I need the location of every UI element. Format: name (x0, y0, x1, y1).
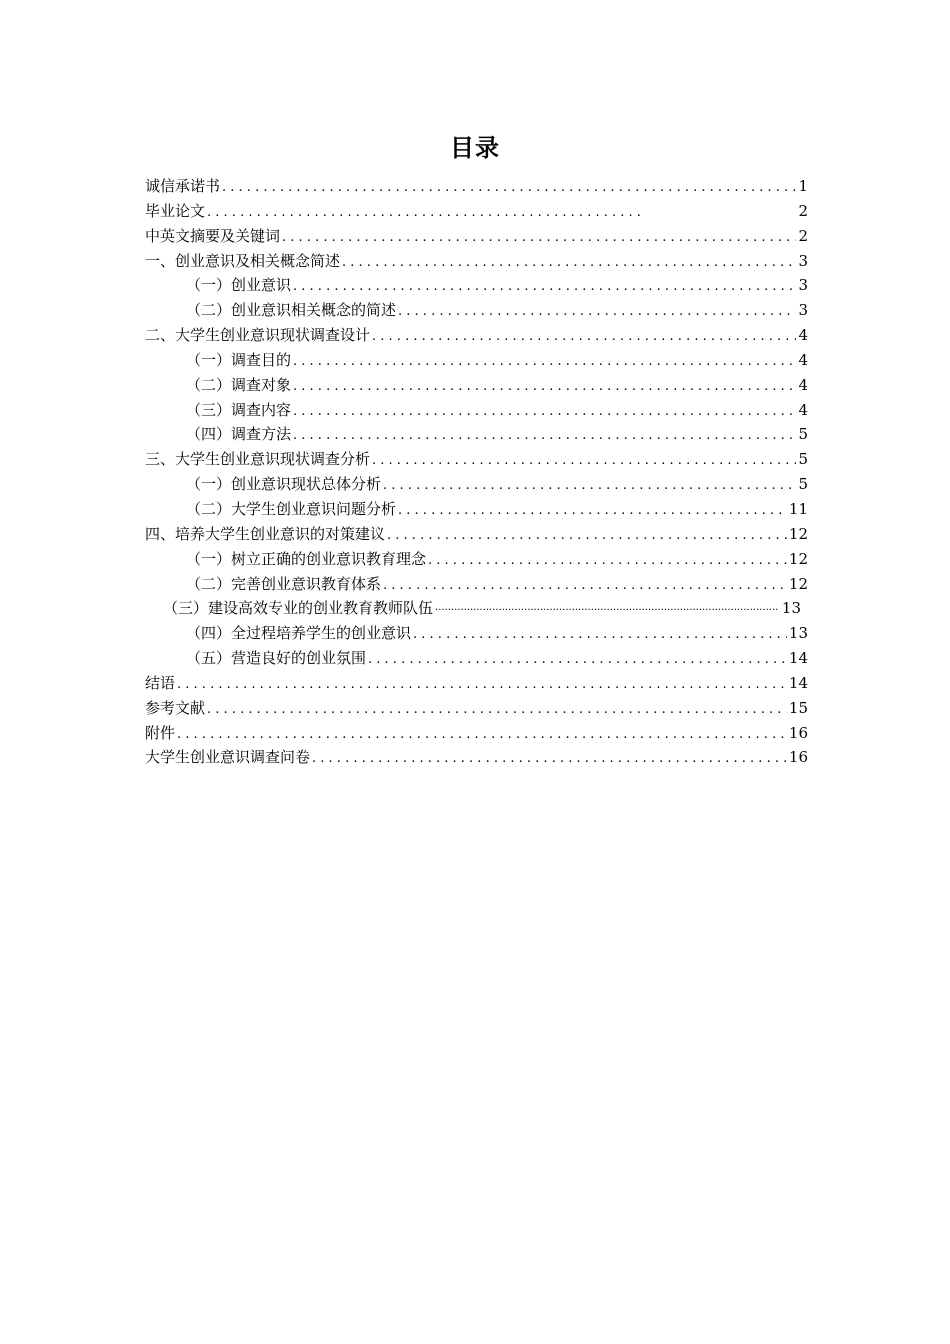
toc-title: 目录 (450, 134, 500, 162)
toc-dot-leader (413, 623, 787, 648)
toc-entry-page-number: 3 (798, 251, 808, 270)
toc-entry-page-number: 5 (798, 475, 808, 494)
toc-dot-leader (293, 275, 796, 300)
toc-entry-label: （一）创业意识现状总体分析 (186, 475, 382, 494)
toc-entry-label: （三）调查内容 (186, 400, 292, 419)
toc-entry-page-number: 4 (798, 326, 808, 345)
toc-entry-label: 一、创业意识及相关概念简述 (145, 251, 341, 270)
toc-entry-label: （四）全过程培养学生的创业意识 (186, 624, 412, 643)
toc-entry[interactable] (145, 273, 808, 298)
toc-entry-page-number: 12 (788, 549, 808, 568)
toc-dot-leader (222, 176, 796, 201)
toc-entry-page-number: 12 (788, 524, 808, 543)
toc-entry[interactable] (145, 497, 808, 522)
toc-entry[interactable] (145, 174, 808, 199)
toc-entry[interactable] (145, 373, 808, 398)
toc-dot-leader (387, 524, 787, 549)
toc-entry-label: 四、培养大学生创业意识的对策建议 (145, 524, 386, 543)
toc-dot-leader (207, 201, 796, 226)
toc-entry[interactable] (145, 249, 808, 274)
toc-dot-leader (398, 499, 787, 524)
toc-entry-page-number: 3 (798, 301, 808, 320)
toc-entry-label: 附件 (145, 723, 176, 742)
toc-entry-page-number: 3 (798, 276, 808, 295)
toc-entry[interactable] (145, 199, 808, 224)
toc-entry[interactable] (145, 398, 808, 423)
toc-entry-label: （二）调查对象 (186, 375, 292, 394)
toc-list (145, 174, 808, 770)
toc-dot-leader (177, 673, 787, 698)
toc-dot-leader (428, 549, 787, 574)
toc-entry-label: （五）营造良好的创业氛围 (186, 649, 367, 668)
toc-dot-leader (293, 400, 796, 425)
toc-entry[interactable] (145, 298, 808, 323)
toc-entry[interactable] (145, 572, 808, 597)
toc-dot-leader (372, 325, 796, 350)
toc-dot-leader (368, 648, 787, 673)
toc-entry-page-number: 4 (798, 375, 808, 394)
toc-entry[interactable] (145, 472, 808, 497)
toc-entry-page-number: 15 (788, 698, 808, 717)
toc-entry-label: （一）树立正确的创业意识教育理念 (186, 549, 427, 568)
toc-entry-label: （三）建设高效专业的创业教育教师队伍 (163, 599, 434, 618)
toc-entry-page-number: 11 (788, 499, 808, 518)
toc-entry-label: 二、大学生创业意识现状调查设计 (145, 326, 371, 345)
toc-entry[interactable] (145, 422, 808, 447)
toc-dot-leader (177, 723, 787, 748)
toc-entry[interactable] (145, 721, 808, 746)
toc-entry-label: 参考文献 (145, 698, 206, 717)
toc-entry[interactable] (145, 696, 808, 721)
toc-entry-label: 结语 (145, 673, 176, 692)
toc-entry-label: 诚信承诺书 (145, 177, 221, 195)
toc-dot-leader (383, 574, 787, 599)
toc-entry-page-number: 13 (781, 599, 801, 618)
toc-entry-label: （二）大学生创业意识问题分析 (186, 499, 397, 518)
toc-entry-label: （一）调查目的 (186, 350, 292, 369)
toc-entry-page-number: 4 (798, 400, 808, 419)
toc-dot-leader (293, 375, 796, 400)
toc-dot-leader (312, 747, 787, 772)
toc-entry-page-number: 2 (798, 201, 808, 220)
toc-entry-label: 大学生创业意识调查问卷 (145, 748, 311, 767)
toc-entry-page-number: 13 (788, 624, 808, 643)
toc-entry-page-number: 5 (798, 450, 808, 469)
toc-entry[interactable] (145, 745, 808, 770)
toc-entry[interactable] (145, 323, 808, 348)
toc-entry[interactable] (145, 224, 808, 249)
toc-entry-page-number: 2 (798, 226, 808, 245)
toc-entry[interactable] (145, 646, 808, 671)
toc-entry[interactable] (145, 596, 801, 621)
toc-entry-page-number: 16 (788, 748, 808, 767)
toc-entry-label: （二）创业意识相关概念的简述 (186, 301, 397, 320)
toc-dot-leader (293, 424, 796, 449)
toc-entry-page-number: 4 (798, 350, 808, 369)
toc-entry-page-number: 5 (798, 425, 808, 444)
toc-entry-page-number: 14 (788, 649, 808, 668)
toc-entry[interactable] (145, 447, 808, 472)
toc-dot-leader (293, 350, 796, 375)
toc-entry-label: 中英文摘要及关键词 (145, 226, 281, 245)
toc-entry[interactable] (145, 522, 808, 547)
toc-dot-leader (398, 300, 796, 325)
toc-dot-leader (282, 226, 796, 251)
toc-dot-leader (435, 599, 778, 624)
toc-entry[interactable] (145, 348, 808, 373)
toc-entry-label: （一）创业意识 (186, 276, 292, 295)
toc-entry-label: （四）调查方法 (186, 425, 292, 444)
toc-entry-label: （二）完善创业意识教育体系 (186, 574, 382, 593)
toc-entry-page-number: 16 (788, 723, 808, 742)
toc-entry[interactable] (145, 671, 808, 696)
toc-dot-leader (383, 474, 796, 499)
toc-dot-leader (372, 449, 796, 474)
toc-entry[interactable] (145, 547, 808, 572)
toc-entry[interactable] (145, 621, 808, 646)
toc-dot-leader (342, 251, 796, 276)
toc-entry-page-number: 12 (788, 574, 808, 593)
toc-entry-label: 三、大学生创业意识现状调查分析 (145, 450, 371, 469)
toc-entry-page-number: 1 (798, 177, 808, 195)
toc-entry-page-number: 14 (788, 673, 808, 692)
toc-entry-label: 毕业论文 (145, 201, 206, 220)
toc-dot-leader (207, 698, 787, 723)
